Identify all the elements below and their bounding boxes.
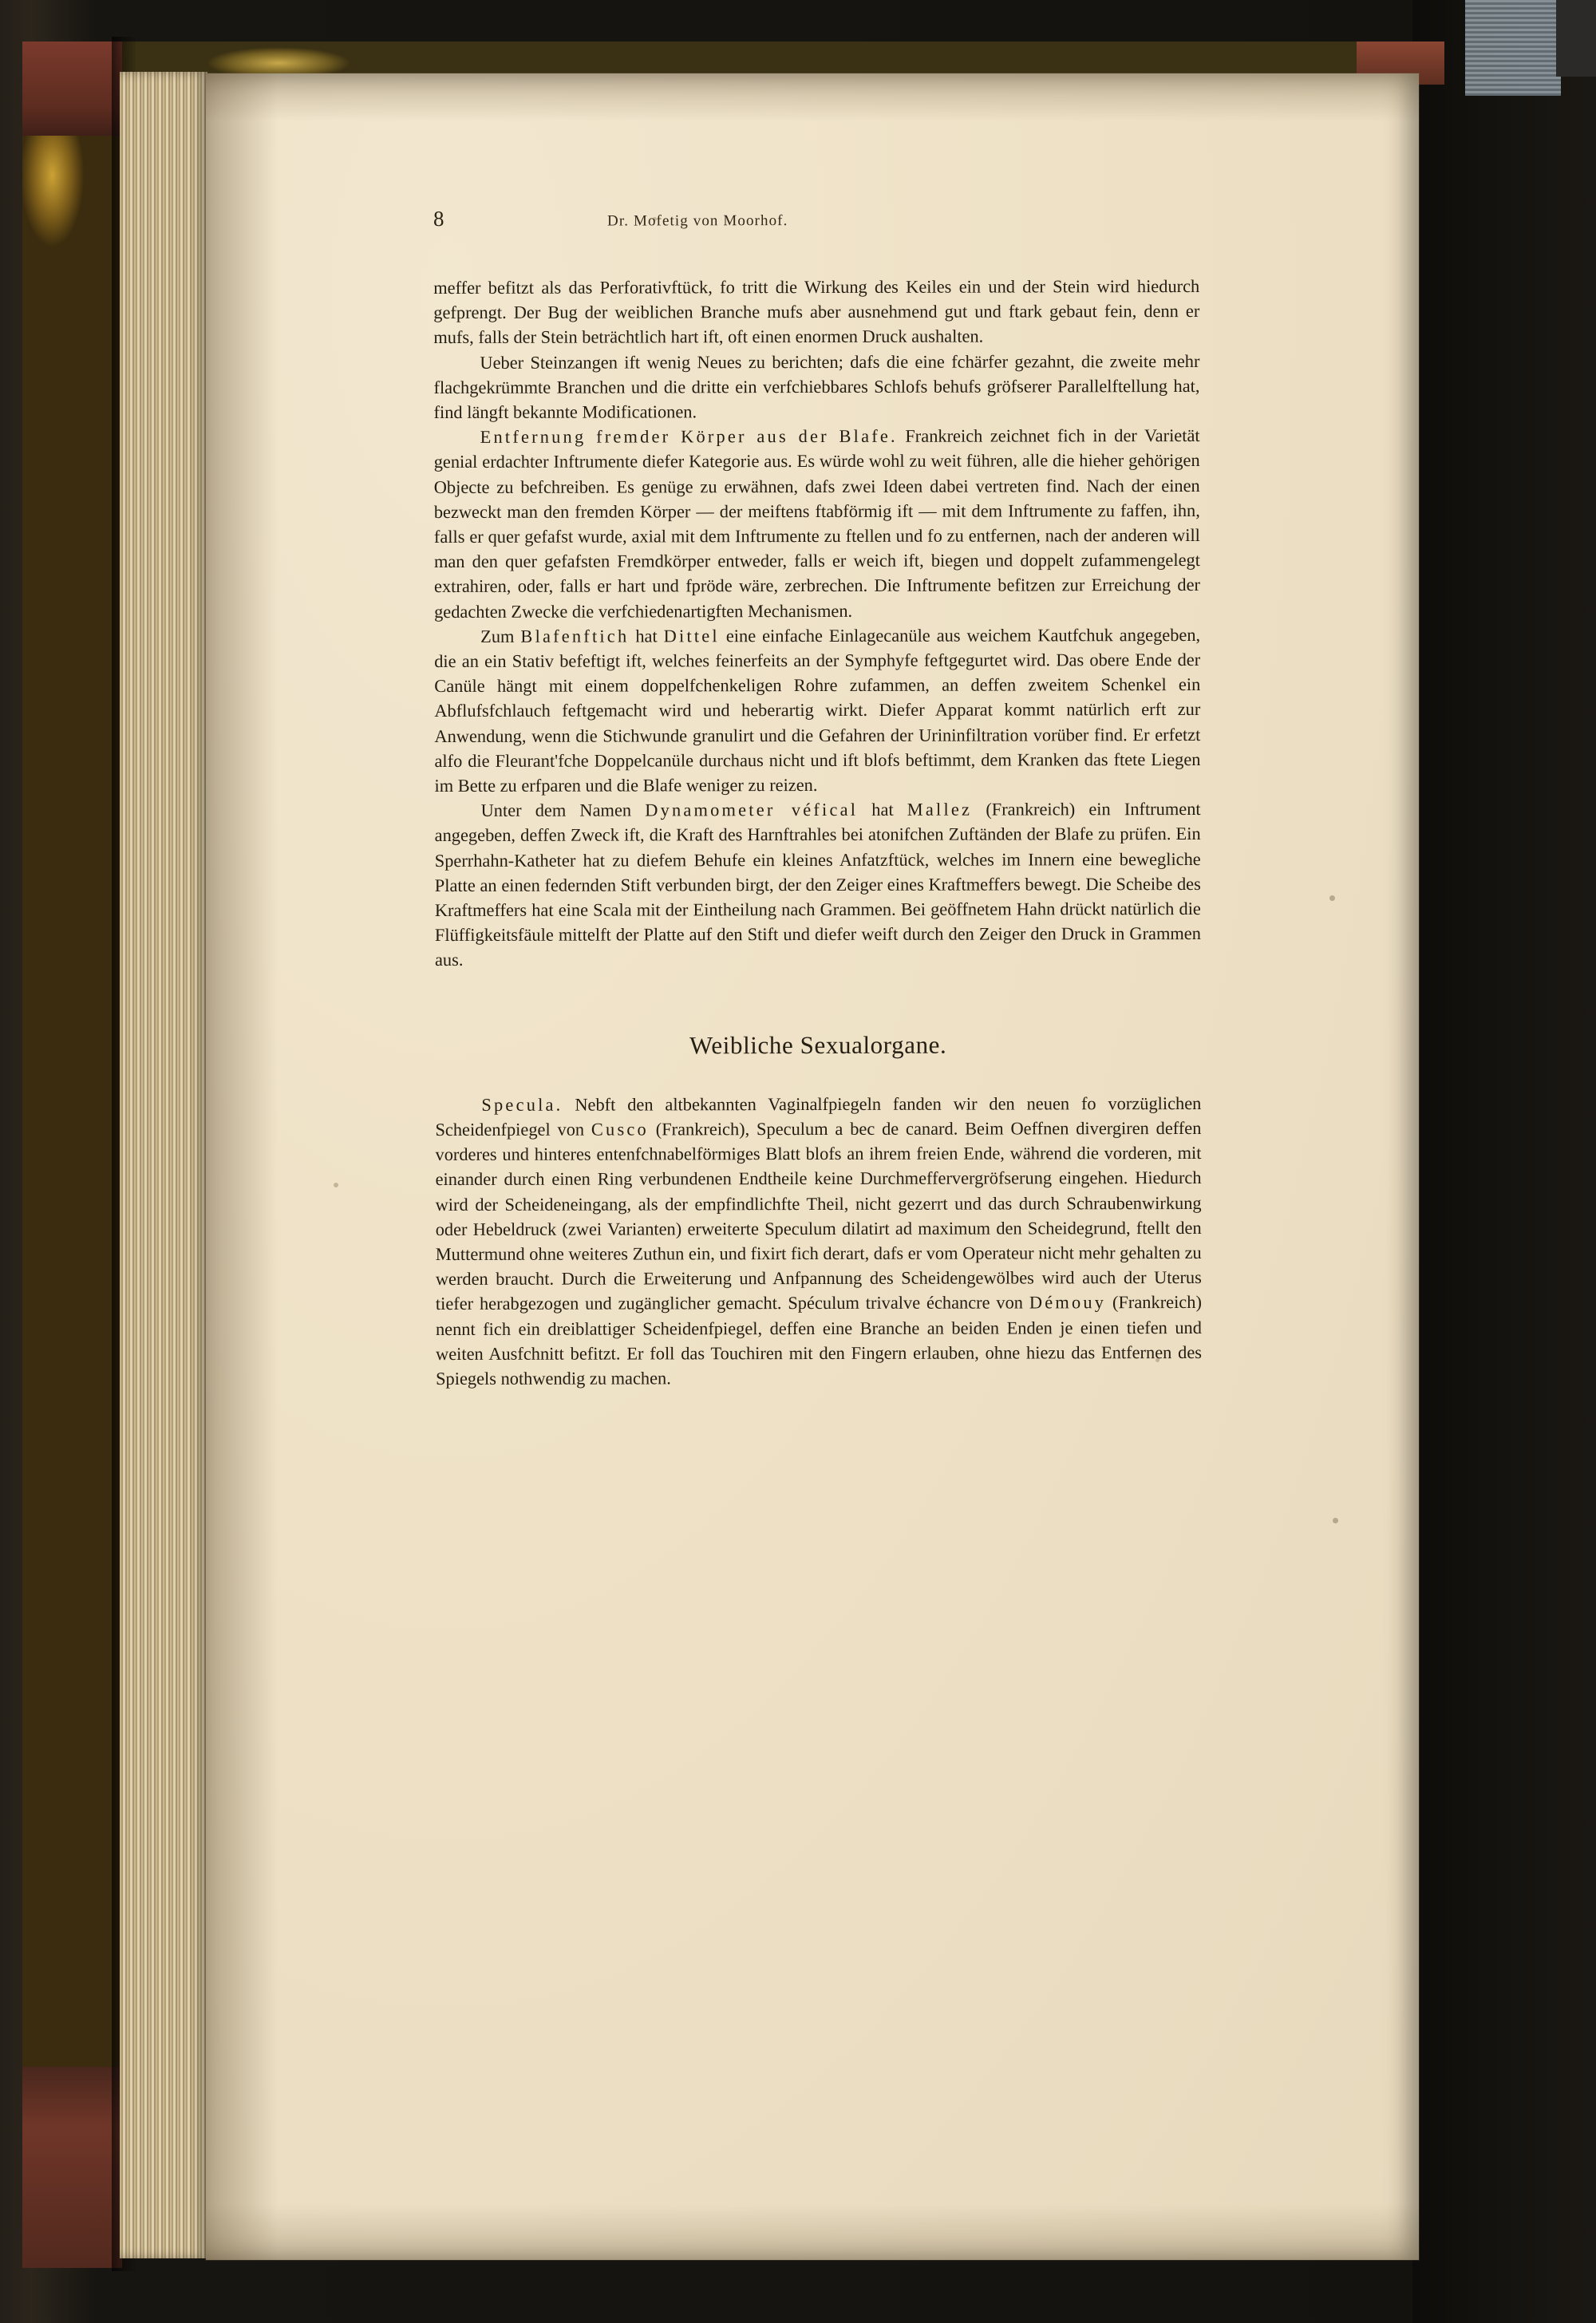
emphasised-term: Dynamometer véfical: [645, 800, 859, 820]
emphasised-term: Mallez: [907, 799, 973, 820]
bottom-shadow: [206, 2204, 1419, 2260]
paragraph: meffer befitzt als das Perforativftück, fo tritt die Wirkung des Keiles ein und der Stein wird hiedurch gefprengt. Der Bug der weiblichen Branche mufs aber ausnehmend gut und ftark gebaut fein, denn er mufs, falls der Stein beträchtlich hart ift, oft einen enormen Druck aushalten.: [433, 275, 1200, 348]
page-content: [433, 203, 1202, 1391]
emphasised-term: Dittel: [663, 626, 720, 646]
paragraph: Specula. Nebft den altbekannten Vaginalfpiegeln fanden wir den neuen fo vorzüglichen Scheidenfpiegel von Cusco (Frankreich), Speculum a bec de canard. Beim Oeffnen divergiren deffen vorderes und hinteres entenfchnabelförmiges Blatt blofs an ihrem freien Ende, während die vorderen, mit einander durch einen Ring verbundenen Endtheile keine Durchmeffervergröfserung eingehen. Hiedurch wird der Scheideneingang, als der empfindlichfte Theil, nicht gezerrt und das durch Schraubenwirkung oder Hebeldruck (zwei Varianten) erweiterte Speculum dilatirt ad maximum den Scheidegrund, ftellt den Muttermund ohne weiteres Zuthun ein, und fixirt fich derart, dafs er vom Operateur nicht mehr gehalten zu werden braucht. Durch die Erweiterung und Anfpannung des Scheidengewölbes wird auch der Uterus tiefer herabgezogen und zugänglicher gemacht. Spéculum trivalve échancre von Démouy (Frankreich) nennt fich ein dreiblattiger Scheidenfpiegel, deffen eine Branche an beiden Enden je einen tiefen und weiten Ausfchnitt befitzt. Er foll das Touchiren mit den Fingern erlauben, ohne hiezu das Entfernen des Spiegels nothwendig zu machen.: [435, 1092, 1203, 1389]
page-block-edges: [120, 72, 207, 2258]
paper-pinhole: [1329, 895, 1335, 901]
cover-leather-bottom: [22, 2067, 122, 2268]
section-heading: Weibliche Sexualorgane.: [689, 1030, 947, 1060]
right-shadow-strip: [1412, 0, 1596, 2323]
running-head: [433, 203, 1199, 237]
running-head-title: Dr. Mofetig von Moorhof.: [607, 212, 788, 230]
paper-pinhole: [1333, 1518, 1338, 1523]
emphasised-term: Blafenftich: [520, 626, 630, 646]
paragraph: Ueber Steinzangen ift wenig Neues zu berichten; dafs die eine fchärfer gezahnt, die zweite mehr flachgekrümmte Branchen und die dritte ein verfchiebbares Schlofs behufs gröfserer Parallelftellung hat, find längft bekannte Modificationen.: [433, 350, 1200, 423]
cover-leather-top: [22, 41, 122, 136]
paragraph: Entfernung fremder Körper aus der Blafe. Frankreich zeichnet fich in der Varietät genial erdachter Inftrumente diefer Kategorie aus. Es würde wohl zu weit führen, alle die hieher gehörigen Objecte zu befchreiben. Es genüge zu erwähnen, dafs zwei Ideen dabei vertreten find. Nach der einen bezweckt man den fremden Körper — der meiftens ftabförmig ift — mit dem Inftrumente zu faffen, ihn, falls er quer gefafst wurde, axial mit dem Inftrumente zu ftellen und fo zu entfernen, nach der anderen will man den quer gefafsten Fremdkörper entweder, falls er weich ift, biegen und doppelt zufammengelegt extrahiren, oder, falls er hart und fpröde wäre, zerbrechen. Die Inftrumente befitzen zur Erreichung der gedachten Zwecke die verfchiedenartigften Mechanismen.: [433, 425, 1201, 622]
paragraph: Zum Blafenftich hat Dittel eine einfache Einlagecanüle aus weichem Kautfchuk angegeben, die an ein Stativ befeftigt ift, welches feinerfeits an der Symphyfe feftgegurtet wird. Das obere Ende der Canüle hängt mit einem doppelfchenkeligen Rohre zufammen, an deffen zweitem Schenkel ein Abflufsfchlauch feftgemacht wird und heberartig wirkt. Diefer Apparat kommt natürlich erft zur Anwendung, wenn die Stichwunde granulirt und die Gefahren der Urininfiltration vorüber find. Er erfetzt alfo die Fleurant'fche Doppelcanüle durchaus nicht und ift blofs beftimmt, dem Kranken das ftete Liegen im Bette zu erfparen und die Blafe weniger zu reizen.: [434, 624, 1201, 796]
paper-speck: [334, 1183, 338, 1187]
binding-cloth-edge: [1556, 0, 1596, 77]
emphasised-term: Démouy: [1029, 1292, 1107, 1313]
emphasised-term: Cusco: [591, 1119, 649, 1140]
paragraph: Unter dem Namen Dynamometer véfical hat Mallez (Frankreich) ein Inftrument angegeben, deffen Zweck ift, die Kraft des Harnftrahles bei atonifchen Zuftänden der Blafe zu prüfen. Ein Sperrhahn-Katheter hat zu diefem Behufe ein kleines Anfatzftück, welches im Innern eine bewegliche Platte an einen federnden Stift verbunden birgt, der den Zeiger eines Kraftmeffers bewegt. Die Scheibe des Kraftmeffers hat eine Scala mit der Eintheilung nach Grammen. Bei geöffnetem Hahn drückt natürlich die Flüffigkeitsfäule mittelft der Platte auf den Stift und diefer weift durch den Zeiger den Druck in Grammen aus.: [434, 799, 1201, 970]
gutter-shadow: [206, 73, 278, 2260]
emphasised-term: Specula.: [481, 1094, 563, 1115]
binding-cloth: [1465, 0, 1561, 96]
book-page: [206, 73, 1419, 2260]
page-number: 8: [433, 206, 445, 231]
marbled-cover-band: [22, 41, 122, 2268]
emphasised-term: Entfernung fremder Körper aus der Blafe.: [480, 426, 898, 448]
top-shadow: [206, 73, 1419, 121]
